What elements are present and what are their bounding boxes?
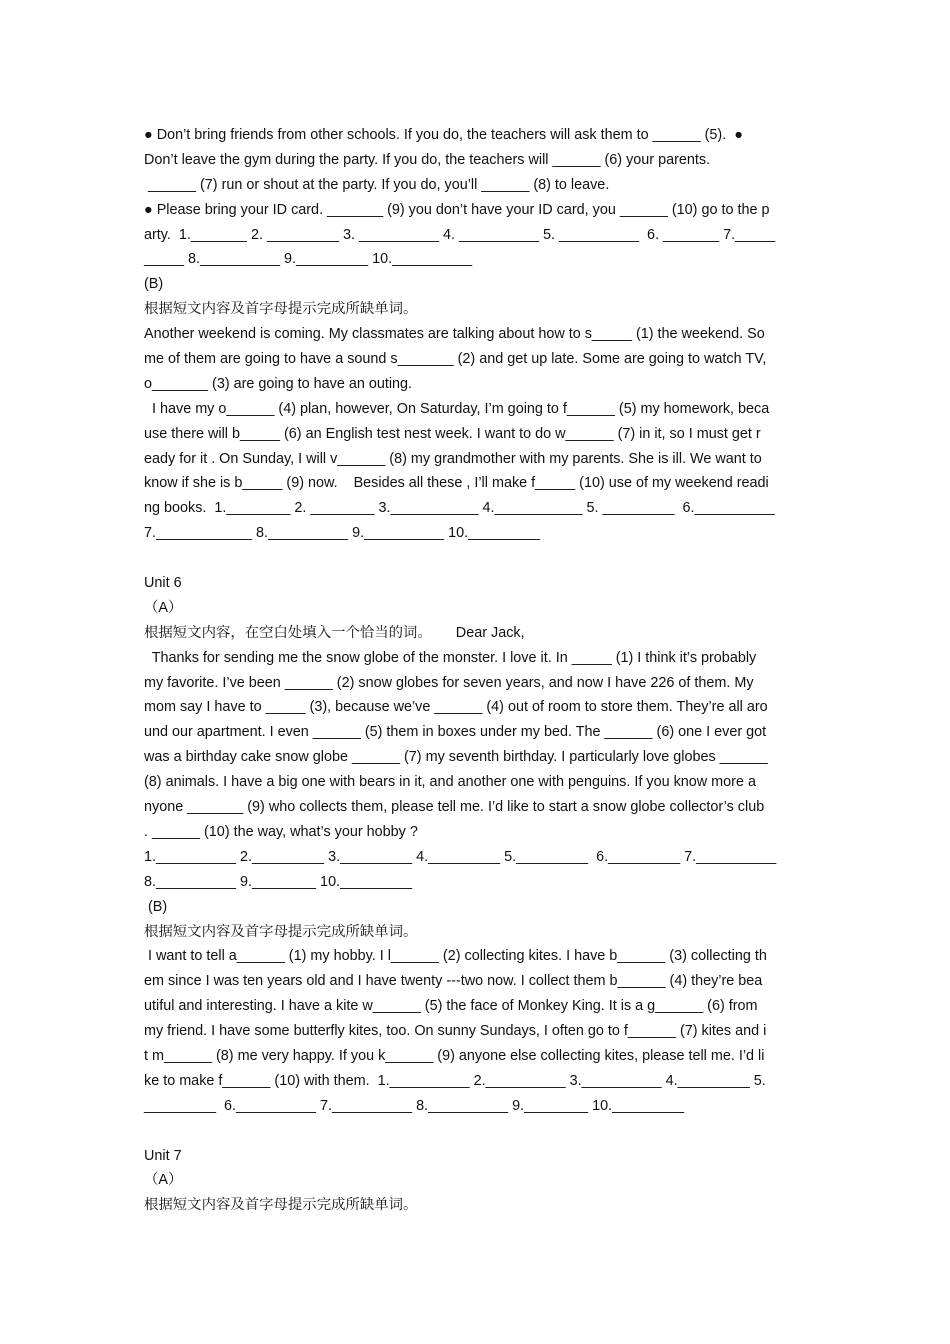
text-line: 根据短文内容及首字母提示完成所缺单词。 [144, 1197, 418, 1214]
text-line: 根据短文内容及首字母提示完成所缺单词。 [144, 923, 418, 940]
text-line: em since I was ten years old and I have twenty ---two now. I collect them b______ (4) they’re bea [144, 973, 763, 990]
blank-line [144, 546, 808, 571]
blank-line [144, 1119, 808, 1144]
text-line: . ______ (10) the way, what’s your hobby ? [144, 823, 418, 840]
text-line: (8) animals. I have a big one with bears in it, and another one with penguins. If you know more a [144, 774, 756, 791]
text-line: 7.____________ 8.__________ 9.__________ 10._________ [144, 525, 541, 542]
text-line: (B) [144, 276, 164, 293]
text-line: I want to tell a______ (1) my hobby. I l______ (2) collecting kites. I have b______ (3) collecting th [144, 948, 767, 965]
document-body [144, 123, 808, 1218]
text-line: my favorite. I’ve been ______ (2) snow globes for seven years, and now I have 226 of them. My [144, 674, 754, 691]
text-line: (B) [144, 898, 168, 915]
text-line: I have my o______ (4) plan, however, On Saturday, I’m going to f______ (5) my homework, beca [144, 400, 770, 417]
text-line: mom say I have to _____ (3), because we’ve ______ (4) out of room to store them. They’re all aro [144, 699, 768, 716]
text-line: arty. 1._______ 2. _________ 3. __________ 4. __________ 5. __________ 6. _______ 7._____ [144, 226, 776, 243]
text-line: （A） [144, 1172, 183, 1189]
text-line: Unit 6 [144, 575, 182, 592]
text-line: ● Don’t bring friends from other schools. If you do, the teachers will ask them to ______ (5). ● [144, 127, 743, 143]
text-line: utiful and interesting. I have a kite w______ (5) the face of Monkey King. It is a g______ (6) from [144, 998, 758, 1015]
text-line: und our apartment. I even ______ (5) them in boxes under my bed. The ______ (6) one I ever got [144, 724, 767, 741]
text-line: was a birthday cake snow globe ______ (7) my seventh birthday. I particularly love globes ______ [144, 749, 768, 766]
text-line: use there will b_____ (6) an English test nest week. I want to do w______ (7) in it, so I must get r [144, 425, 761, 442]
text-line: Don’t leave the gym during the party. If you do, the teachers will ______ (6) your parents. [144, 151, 711, 168]
text-line: Thanks for sending me the snow globe of the monster. I love it. In _____ (1) I think it’s probably [144, 649, 757, 666]
text-line: （A） [144, 599, 183, 616]
text-line: _________ 6.__________ 7.__________ 8.__________ 9.________ 10._________ [144, 1097, 685, 1114]
text-line: 8.__________ 9.________ 10._________ [144, 873, 413, 890]
text-line: ke to make f______ (10) with them. 1.__________ 2.__________ 3.__________ 4._________ 5. [144, 1072, 766, 1089]
text-line: nyone _______ (9) who collects them, please tell me. I’d like to start a snow globe collector’s club [144, 799, 765, 816]
text-line: ng books. 1.________ 2. ________ 3.___________ 4.___________ 5. _________ 6.__________ [144, 500, 775, 517]
text-line: eady for it . On Sunday, I will v______ (8) my grandmother with my parents. She is ill. We want to [144, 450, 762, 467]
text-line: Another weekend is coming. My classmates are talking about how to s_____ (1) the weekend. So [144, 326, 765, 343]
text-line: 1.__________ 2._________ 3._________ 4._________ 5._________ 6._________ 7.__________ [144, 848, 777, 865]
text-line: me of them are going to have a sound s_______ (2) and get up late. Some are going to watch TV, [144, 351, 767, 368]
text-line: Unit 7 [144, 1147, 182, 1164]
text-line: ● Please bring your ID card. _______ (9) you don’t have your ID card, you ______ (10) go to the p [144, 201, 770, 218]
text-line: _____ 8.__________ 9._________ 10.__________ [144, 251, 473, 268]
text-line: know if she is b_____ (9) now. Besides all these , I’ll make f_____ (10) use of my weekend readi [144, 475, 769, 492]
text-line: ______ (7) run or shout at the party. If you do, you’ll ______ (8) to leave. [144, 176, 610, 193]
text-line: 根据短文内容及首字母提示完成所缺单词。 [144, 301, 418, 318]
text-line: 根据短文内容，在空白处填入一个恰当的词。 Dear Jack, [144, 624, 525, 641]
text-line: t m______ (8) me very happy. If you k______ (9) anyone else collecting kites, please tell me. I’d li [144, 1047, 765, 1064]
text-line: o_______ (3) are going to have an outing. [144, 375, 413, 392]
text-line: my friend. I have some butterfly kites, too. On sunny Sundays, I often go to f______ (7) kites and i [144, 1023, 767, 1040]
